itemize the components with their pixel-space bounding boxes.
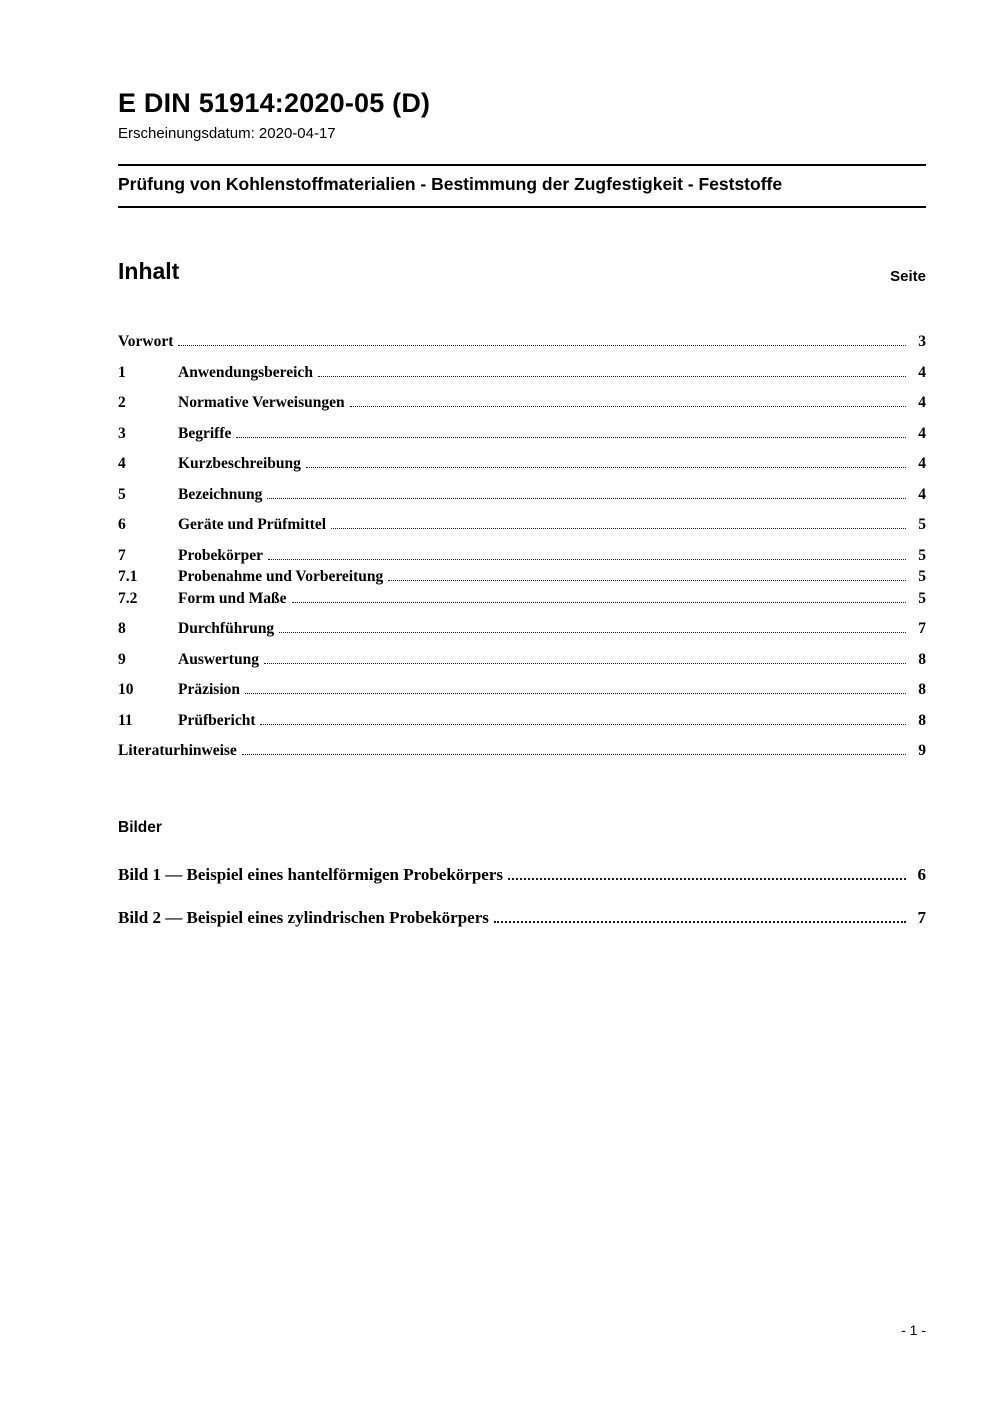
toc-entry-3 bbox=[118, 423, 926, 444]
toc-entry-number: 8 bbox=[118, 620, 126, 637]
toc-entry-9 bbox=[118, 649, 926, 670]
toc-list bbox=[118, 331, 926, 761]
toc-entry-number: 6 bbox=[118, 516, 126, 533]
toc-leader-dots bbox=[508, 878, 906, 880]
toc-leader-dots bbox=[242, 754, 906, 755]
toc-entry-page: 5 bbox=[918, 546, 926, 564]
toc-leader-dots bbox=[264, 663, 906, 664]
toc-entry-number: 11 bbox=[118, 711, 133, 729]
toc-entry-number: 7.1 bbox=[118, 568, 138, 585]
toc-entry-label: Probenahme und Vorbereitung bbox=[178, 568, 384, 585]
toc-entry-label: Auswertung bbox=[178, 650, 259, 668]
toc-entry-page: 5 bbox=[918, 516, 926, 533]
toc-entry-4 bbox=[118, 453, 926, 474]
toc-entry-vorwort bbox=[118, 331, 926, 352]
toc-entry-label: Geräte und Prüfmittel bbox=[178, 516, 327, 533]
toc-entry-page: 8 bbox=[918, 711, 926, 729]
toc-entry-number: 1 bbox=[118, 363, 126, 381]
toc-entry-11 bbox=[118, 710, 926, 731]
toc-entry-label: Form und Maße bbox=[178, 589, 287, 607]
toc-entry-5 bbox=[118, 484, 926, 505]
toc-entry-page: 8 bbox=[918, 681, 926, 698]
toc-entry-label: Durchführung bbox=[178, 620, 275, 637]
toc-entry-page: 5 bbox=[918, 589, 926, 607]
toc-leader-dots bbox=[331, 528, 906, 529]
toc-leader-dots bbox=[306, 467, 906, 468]
figure-entry-bild-2 bbox=[118, 906, 926, 930]
toc-leader-dots bbox=[350, 406, 906, 407]
toc-entry-10 bbox=[118, 679, 926, 700]
toc-leader-dots bbox=[260, 724, 906, 725]
toc-leader-dots bbox=[388, 580, 906, 581]
toc-entry-label: Vorwort bbox=[118, 333, 174, 350]
figure-entry-label: Bild 2 — Beispiel eines zylindrischen Probekörpers bbox=[118, 908, 489, 927]
toc-entry-label: Anwendungsbereich bbox=[178, 363, 313, 381]
toc-entry-1 bbox=[118, 362, 926, 383]
toc-entry-7 bbox=[118, 545, 926, 566]
toc-entry-number: 2 bbox=[118, 394, 126, 411]
toc-entry-label: Bezeichnung bbox=[178, 485, 263, 503]
document-title: Prüfung von Kohlenstoffmaterialien - Bestimmung der Zugfestigkeit - Feststoffe bbox=[118, 164, 926, 208]
toc-entry-label: Literaturhinweise bbox=[118, 742, 237, 759]
toc-entry-page: 4 bbox=[918, 455, 926, 472]
figure-entry-page: 7 bbox=[917, 908, 926, 927]
toc-leader-dots bbox=[279, 632, 906, 633]
toc-leader-dots bbox=[318, 376, 906, 377]
toc-leader-dots bbox=[236, 437, 906, 438]
toc-entry-label: Kurzbeschreibung bbox=[178, 455, 301, 472]
toc-entry-7-2 bbox=[118, 588, 926, 609]
toc-entry-page: 7 bbox=[918, 620, 926, 637]
toc-entry-number: 10 bbox=[118, 681, 134, 698]
toc-entry-page: 3 bbox=[918, 333, 926, 350]
toc-entry-label: Normative Verweisungen bbox=[178, 394, 345, 411]
toc-entry-number: 9 bbox=[118, 650, 126, 668]
toc-entry-2 bbox=[118, 392, 926, 413]
toc-entry-number: 7 bbox=[118, 546, 126, 564]
page-content bbox=[118, 0, 926, 930]
toc-entry-number: 3 bbox=[118, 424, 126, 442]
toc-entry-page: 9 bbox=[918, 742, 926, 759]
figures-list bbox=[118, 863, 926, 930]
toc-entry-label: Präzision bbox=[178, 681, 240, 698]
toc-leader-dots bbox=[268, 559, 906, 560]
toc-entry-label: Prüfbericht bbox=[178, 711, 256, 729]
figure-entry-label: Bild 1 — Beispiel eines hantelförmigen Probekörpers bbox=[118, 865, 504, 884]
toc-entry-page: 4 bbox=[918, 363, 926, 381]
toc-entry-6 bbox=[118, 514, 926, 535]
toc-page-column-label: Seite bbox=[890, 268, 926, 285]
toc-entry-page: 4 bbox=[918, 424, 926, 442]
toc-entry-number: 5 bbox=[118, 485, 126, 503]
toc-entry-page: 4 bbox=[918, 485, 926, 503]
figure-entry-bild-1 bbox=[118, 863, 926, 887]
toc-entry-page: 5 bbox=[918, 568, 926, 585]
figures-heading: Bilder bbox=[118, 819, 162, 836]
publication-date: Erscheinungsdatum: 2020-04-17 bbox=[118, 125, 336, 142]
toc-entry-literaturhinweise bbox=[118, 740, 926, 761]
toc-entry-number: 7.2 bbox=[118, 589, 138, 607]
toc-entry-page: 4 bbox=[918, 394, 926, 411]
toc-leader-dots bbox=[178, 345, 906, 346]
toc-entry-label: Begriffe bbox=[178, 424, 232, 442]
toc-entry-7-1 bbox=[118, 566, 926, 587]
toc-leader-dots bbox=[245, 693, 906, 694]
toc-entry-8 bbox=[118, 618, 926, 639]
toc-header bbox=[118, 258, 926, 285]
toc-leader-dots bbox=[494, 921, 906, 923]
toc-leader-dots bbox=[292, 602, 907, 603]
page-number-footer: - 1 - bbox=[901, 1322, 926, 1338]
toc-entry-label: Probekörper bbox=[178, 546, 263, 564]
document-id: E DIN 51914:2020-05 (D) bbox=[118, 88, 431, 118]
toc-heading: Inhalt bbox=[118, 258, 180, 284]
toc-entry-page: 8 bbox=[918, 650, 926, 668]
toc-leader-dots bbox=[267, 498, 906, 499]
toc-entry-number: 4 bbox=[118, 455, 126, 472]
figure-entry-page: 6 bbox=[917, 865, 926, 884]
